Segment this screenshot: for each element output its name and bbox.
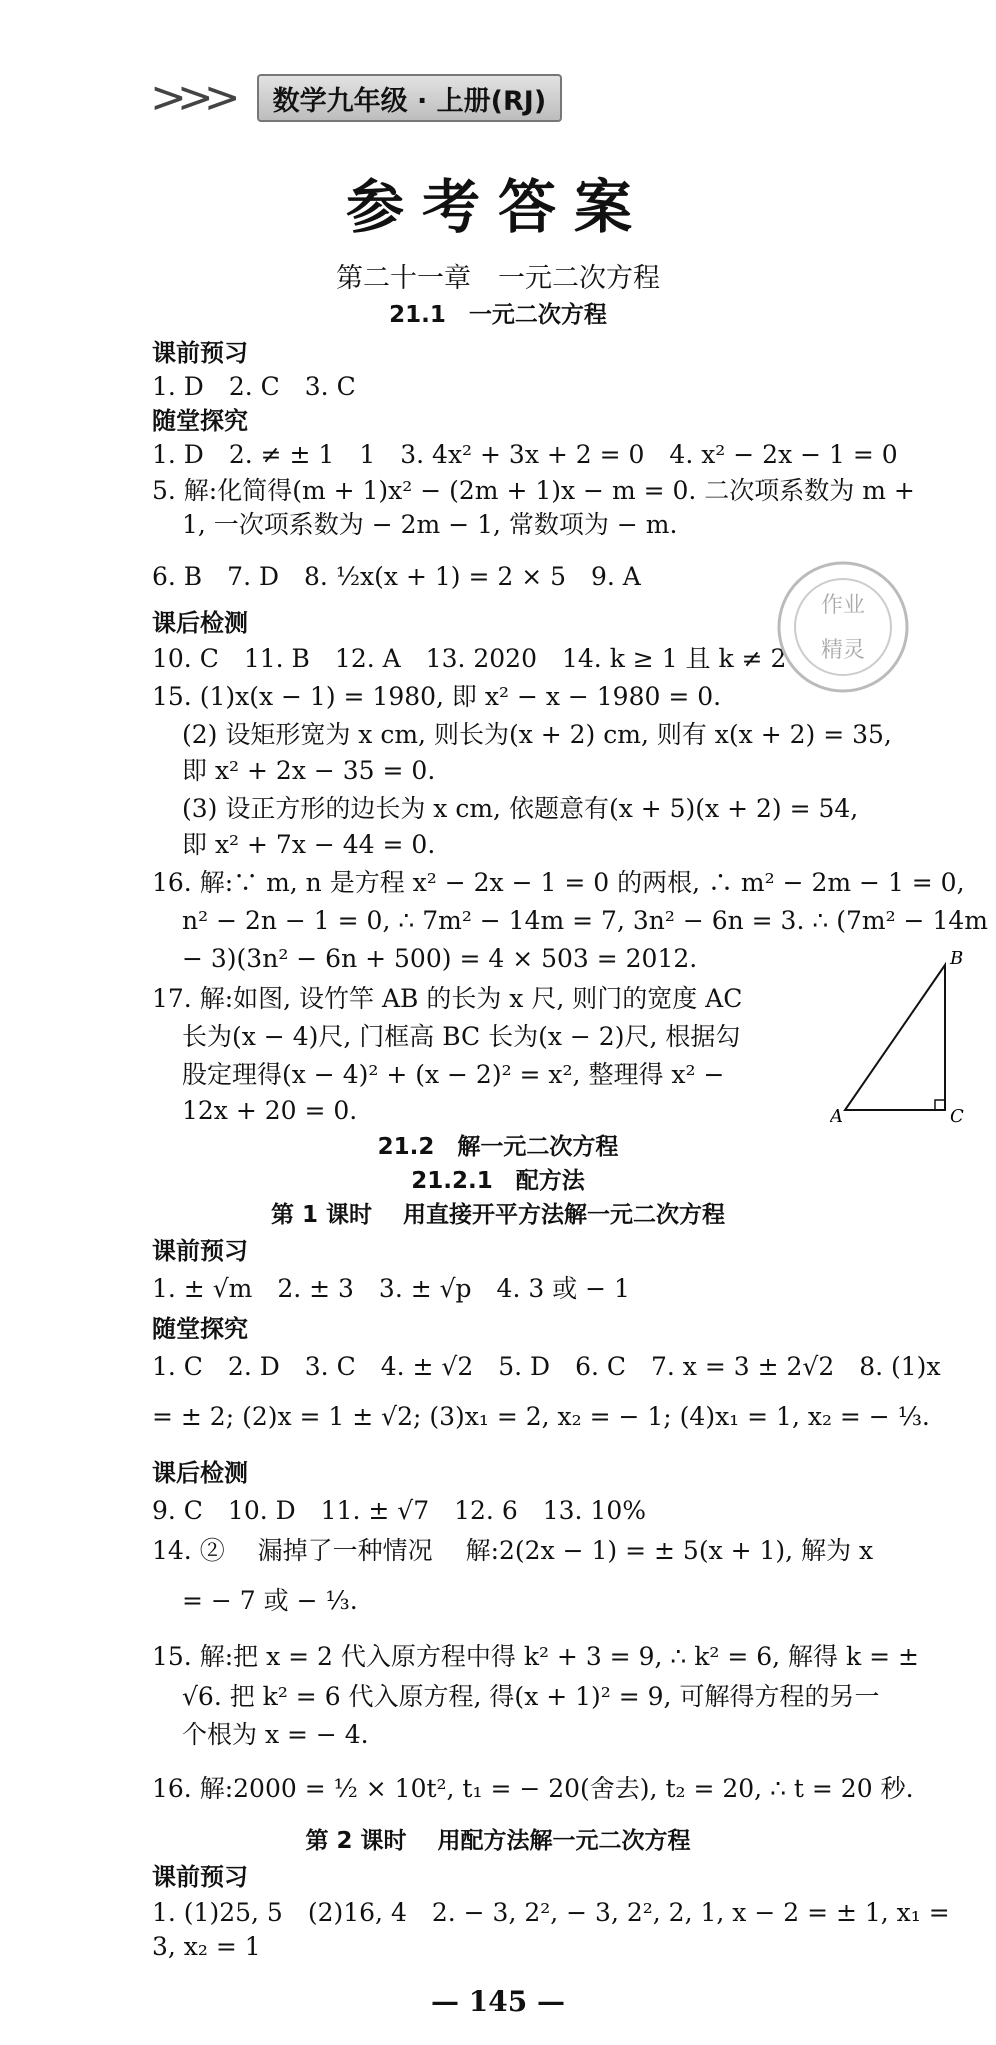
answer-line: 10. C 11. B 12. A 13. 2020 14. k ≥ 1 且 k ≠ 2 [152, 644, 787, 673]
answer-line: 1. (1)25, 5 (2)16, 4 2. − 3, 2², − 3, 2², 2, 1, x − 2 = ± 1, x₁ = [152, 1898, 950, 1927]
answer-line: = ± 2; (2)x = 1 ± √2; (3)x₁ = 2, x₂ = − 1; (4)x₁ = 1, x₂ = − ⅓. [152, 1402, 930, 1431]
answer-line: 3, x₂ = 1 [152, 1932, 261, 1961]
answer-line: 长为(x − 4)尺, 门框高 BC 长为(x − 2)尺, 根据勾 [182, 1022, 741, 1051]
answer-line: 5. 解:化简得(m + 1)x² − (2m + 1)x − m = 0. 二次项系数为 m + [152, 476, 915, 505]
banner-label: 数学九年级 · 上册(RJ) [257, 74, 563, 122]
answer-line: 1, 一次项系数为 − 2m − 1, 常数项为 − m. [182, 510, 678, 539]
chapter-heading: 第二十一章 一元二次方程 [336, 263, 660, 294]
answer-line: n² − 2n − 1 = 0, ∴ 7m² − 14m = 7, 3n² − 6n = 3. ∴ (7m² − 14m [182, 906, 988, 935]
answer-line: √6. 把 k² = 6 代入原方程, 得(x + 1)² = 9, 可解得方程的另一 [182, 1682, 880, 1711]
answer-line: 1. D 2. C 3. C [152, 372, 356, 401]
header-banner [150, 72, 590, 124]
answer-line: 15. 解:把 x = 2 代入原方程中得 k² + 3 = 9, ∴ k² = 6, 解得 k = ± [152, 1642, 919, 1671]
answer-line: 15. (1)x(x − 1) = 1980, 即 x² − x − 1980 = 0. [152, 682, 722, 711]
right-triangle-figure [830, 950, 980, 1130]
triangle-shape [845, 965, 945, 1110]
section-heading: 21.2 解一元二次方程 [377, 1134, 619, 1160]
answer-line: − 3)(3n² − 6n + 500) = 4 × 503 = 2012. [182, 944, 698, 973]
answer-line: 16. 解:2000 = ½ × 10t², t₁ = − 20(舍去), t₂ = 20, ∴ t = 20 秒. [152, 1774, 914, 1803]
lesson-heading: 第 2 课时 用配方法解一元二次方程 [305, 1828, 691, 1854]
label-b: B [950, 950, 964, 969]
answer-line: 9. C 10. D 11. ± √7 12. 6 13. 10% [152, 1496, 646, 1525]
watermark-stamp-icon [768, 552, 918, 702]
page-title: 参考答案 [345, 173, 650, 241]
answer-line: 17. 解:如图, 设竹竿 AB 的长为 x 尺, 则门的宽度 AC [152, 984, 743, 1013]
chevron-decoration-icon: >>> [150, 72, 231, 123]
answer-line: 个根为 x = − 4. [182, 1720, 369, 1749]
subsection-heading: 课后检测 [152, 609, 248, 637]
lesson-heading: 第 1 课时 用直接开平方法解一元二次方程 [270, 1202, 726, 1228]
answer-line: (3) 设正方形的边长为 x cm, 依题意有(x + 5)(x + 2) = 54, [182, 794, 859, 823]
answer-line: 12x + 20 = 0. [182, 1096, 358, 1125]
subsection-heading: 随堂探究 [152, 407, 248, 435]
answer-line: 股定理得(x − 4)² + (x − 2)² = x², 整理得 x² − [182, 1060, 725, 1089]
answer-line: 6. B 7. D 8. ½x(x + 1) = 2 × 5 9. A [152, 562, 641, 591]
answer-line: 16. 解:∵ m, n 是方程 x² − 2x − 1 = 0 的两根, ∴ m² − 2m − 1 = 0, [152, 868, 965, 897]
answer-line: 1. C 2. D 3. C 4. ± √2 5. D 6. C 7. x = 3 ± 2√2 8. (1)x [152, 1352, 941, 1381]
subsection-heading: 课前预习 [152, 339, 248, 367]
subsection-heading: 随堂探究 [152, 1315, 248, 1343]
section-heading: 21.1 一元二次方程 [389, 302, 607, 328]
answer-line: 14. ② 漏掉了一种情况 解:2(2x − 1) = ± 5(x + 1), 解为 x [152, 1536, 874, 1565]
section-heading: 21.2.1 配方法 [411, 1168, 585, 1194]
label-a: A [830, 1106, 843, 1127]
right-angle-mark [935, 1100, 945, 1110]
answer-line: (2) 设矩形宽为 x cm, 则长为(x + 2) cm, 则有 x(x + 2) = 35, [182, 720, 892, 749]
subsection-heading: 课前预习 [152, 1237, 248, 1265]
answer-line: 1. D 2. ≠ ± 1 1 3. 4x² + 3x + 2 = 0 4. x² − 2x − 1 = 0 [152, 440, 898, 469]
answer-line: 1. ± √m 2. ± 3 3. ± √p 4. 3 或 − 1 [152, 1274, 630, 1303]
answer-line: 即 x² + 2x − 35 = 0. [182, 756, 436, 785]
label-c: C [950, 1106, 964, 1127]
stamp-text-1: 作业 [820, 593, 866, 618]
answer-line: 即 x² + 7x − 44 = 0. [182, 830, 436, 859]
stamp-text-2: 精灵 [820, 638, 866, 663]
answer-line: = − 7 或 − ⅓. [182, 1586, 358, 1615]
subsection-heading: 课后检测 [152, 1459, 248, 1487]
subsection-heading: 课前预习 [152, 1863, 248, 1891]
page-number: — 145 — [431, 1985, 565, 2018]
